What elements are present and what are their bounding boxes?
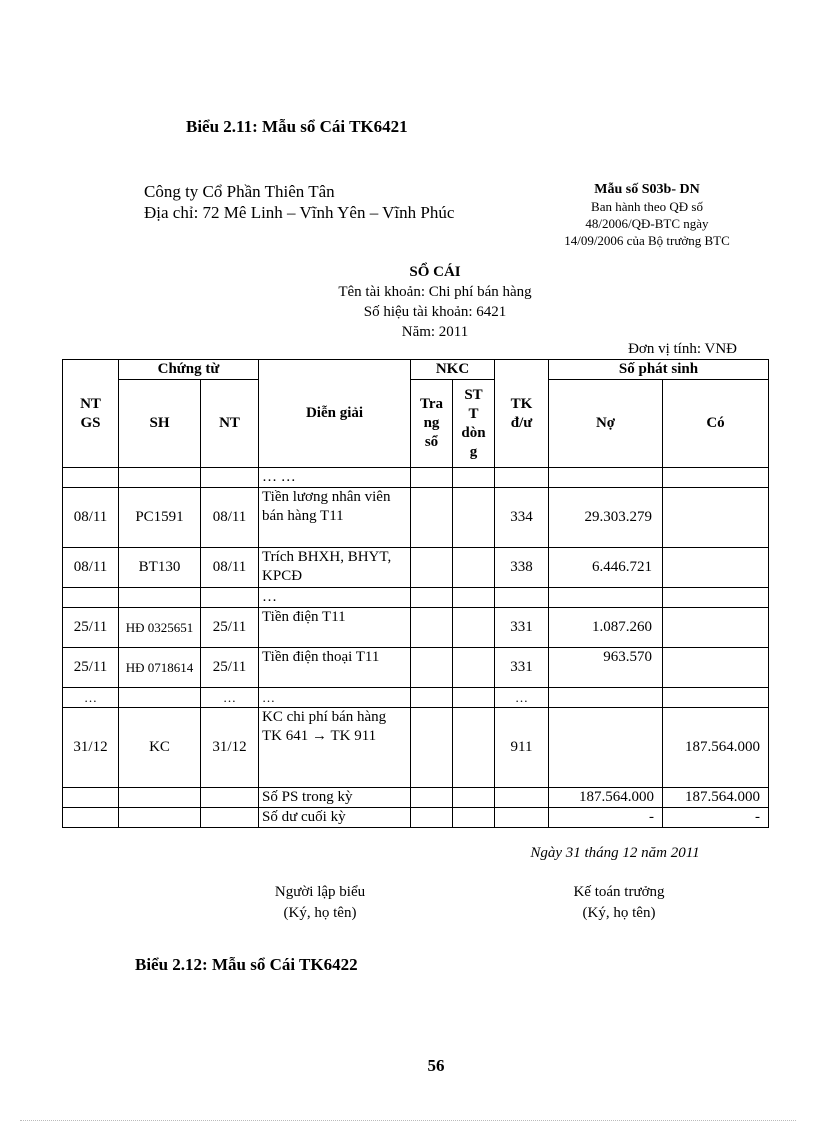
cell-no: 1.087.260 <box>549 608 663 648</box>
cell-ntgs <box>63 468 119 488</box>
table-row <box>63 608 769 648</box>
cell-tk: 331 <box>495 648 549 688</box>
account-name: Tên tài khoản: Chi phí bán hàng <box>338 284 532 300</box>
header-nkc: NKC <box>411 360 495 380</box>
caption-bieu-2-11: Biểu 2.11: Mẫu sổ Cái TK6421 <box>186 117 408 136</box>
cell-co: - <box>663 808 769 828</box>
cell-sh: HĐ 0325651 <box>119 608 201 648</box>
header-nt: NT <box>201 380 259 468</box>
form-info <box>540 181 754 249</box>
header-row-2 <box>63 380 769 468</box>
cell-nt: … <box>201 688 259 708</box>
cell-desc: Trích BHXH, BHYT, KPCĐ <box>259 548 411 588</box>
cell-trang <box>411 688 453 708</box>
cell-trang <box>411 488 453 548</box>
cell-no <box>549 588 663 608</box>
cell-ntgs <box>63 808 119 828</box>
cell-desc: Tiền điện T11 <box>259 608 411 648</box>
header-tk-du: TK đ/ư <box>495 360 549 468</box>
caption-bieu-2-12: Biểu 2.12: Mẫu sổ Cái TK6422 <box>135 955 358 974</box>
cell-sh: HĐ 0718614 <box>119 648 201 688</box>
cell-sh: BT130 <box>119 548 201 588</box>
cell-desc: … <box>259 588 411 608</box>
form-code: Mẫu số S03b- DN <box>594 182 700 197</box>
header-trang-so: Tra ng sổ <box>411 380 453 468</box>
header-co: Có <box>663 380 769 468</box>
cell-no <box>549 688 663 708</box>
cell-stt <box>453 588 495 608</box>
cell-ntgs: 25/11 <box>63 608 119 648</box>
form-line-1: Ban hành theo QĐ số <box>591 199 703 214</box>
form-line-2: 48/2006/QĐ-BTC ngày <box>585 216 709 231</box>
cell-trang <box>411 708 453 788</box>
cell-no: 6.446.721 <box>549 548 663 588</box>
table-row <box>63 488 769 548</box>
cell-no: 963.570 <box>549 648 663 688</box>
cell-nt: 25/11 <box>201 648 259 688</box>
cell-trang <box>411 648 453 688</box>
table-row <box>63 708 769 788</box>
cell-stt <box>453 648 495 688</box>
currency-unit: Đơn vị tính: VNĐ <box>628 341 737 357</box>
table-row <box>63 648 769 688</box>
cell-tk <box>495 808 549 828</box>
cell-trang <box>411 808 453 828</box>
cell-trang <box>411 548 453 588</box>
cell-tk: 334 <box>495 488 549 548</box>
ledger-year: Năm: 2011 <box>401 324 469 340</box>
cell-trang <box>411 608 453 648</box>
page-number: 56 <box>427 1056 445 1075</box>
cell-stt <box>453 708 495 788</box>
header-sh: SH <box>119 380 201 468</box>
cell-co <box>663 588 769 608</box>
cell-co <box>663 608 769 648</box>
signature-date: Ngày 31 tháng 12 năm 2011 <box>530 845 700 861</box>
table-row <box>63 588 769 608</box>
cell-ntgs: 25/11 <box>63 648 119 688</box>
company-address: Địa chỉ: 72 Mê Linh – Vĩnh Yên – Vĩnh Phúc <box>144 203 455 222</box>
table-row-total <box>63 788 769 808</box>
cell-nt <box>201 588 259 608</box>
cell-nt: 08/11 <box>201 488 259 548</box>
company-block <box>144 181 454 223</box>
cell-nt <box>201 468 259 488</box>
cell-sh <box>119 788 201 808</box>
cell-ntgs <box>63 788 119 808</box>
table-row <box>63 688 769 708</box>
ledger-header <box>300 262 570 342</box>
cell-stt <box>453 468 495 488</box>
cell-stt <box>453 808 495 828</box>
company-name: Công ty Cổ Phần Thiên Tân <box>144 182 335 201</box>
cell-desc: KC chi phí bán hàng TK 641 → TK 911 <box>259 708 411 788</box>
cell-sh: KC <box>119 708 201 788</box>
chief-accountant-signature <box>545 882 693 924</box>
preparer-signature <box>250 882 390 924</box>
cell-sh <box>119 588 201 608</box>
cell-sh: PC1591 <box>119 488 201 548</box>
cell-nt: 08/11 <box>201 548 259 588</box>
cell-tk <box>495 588 549 608</box>
header-row-1 <box>63 360 769 380</box>
cell-co <box>663 468 769 488</box>
cell-tk <box>495 468 549 488</box>
cell-tk <box>495 788 549 808</box>
cell-stt <box>453 548 495 588</box>
page-footer-divider <box>20 1120 796 1121</box>
cell-stt <box>453 688 495 708</box>
cell-desc: Tiền điện thoại T11 <box>259 648 411 688</box>
preparer-note: (Ký, họ tên) <box>283 905 357 921</box>
form-line-3: 14/09/2006 của Bộ trưởng BTC <box>564 233 730 248</box>
cell-no: 187.564.000 <box>549 788 663 808</box>
cell-nt: 25/11 <box>201 608 259 648</box>
cell-desc: … … <box>259 468 411 488</box>
cell-sh <box>119 468 201 488</box>
header-ntgs: NT GS <box>63 360 119 468</box>
cell-desc: Tiền lương nhân viên bán hàng T11 <box>259 488 411 548</box>
cell-tk: 331 <box>495 608 549 648</box>
cell-desc: Số dư cuối kỳ <box>259 808 411 828</box>
cell-co <box>663 648 769 688</box>
cell-co <box>663 688 769 708</box>
cell-ntgs: 08/11 <box>63 488 119 548</box>
cell-ntgs: 08/11 <box>63 548 119 588</box>
account-number: Số hiệu tài khoản: 6421 <box>363 304 507 320</box>
cell-no: - <box>549 808 663 828</box>
header-stt-dong: ST T dòn g <box>453 380 495 468</box>
table-row-closing <box>63 808 769 828</box>
cell-nt: 31/12 <box>201 708 259 788</box>
cell-tk: 338 <box>495 548 549 588</box>
header-chung-tu: Chứng từ <box>119 360 259 380</box>
cell-ntgs <box>63 588 119 608</box>
cell-stt <box>453 488 495 548</box>
cell-desc: Số PS trong kỳ <box>259 788 411 808</box>
cell-tk: … <box>495 688 549 708</box>
header-dien-giai: Diễn giải <box>259 360 411 468</box>
cell-stt <box>453 788 495 808</box>
table-row <box>63 468 769 488</box>
cell-desc: … <box>259 688 411 708</box>
cell-co: 187.564.000 <box>663 788 769 808</box>
cell-trang <box>411 468 453 488</box>
cell-sh <box>119 808 201 828</box>
cell-stt <box>453 608 495 648</box>
ledger-title: SỔ CÁI <box>409 264 461 280</box>
header-so-phat-sinh: Số phát sinh <box>549 360 769 380</box>
cell-co <box>663 488 769 548</box>
cell-co: 187.564.000 <box>663 708 769 788</box>
cell-no: 29.303.279 <box>549 488 663 548</box>
cell-tk: 911 <box>495 708 549 788</box>
cell-ntgs: … <box>63 688 119 708</box>
cell-ntgs: 31/12 <box>63 708 119 788</box>
cell-nt <box>201 808 259 828</box>
cell-trang <box>411 588 453 608</box>
ledger-table <box>62 359 769 828</box>
cell-sh <box>119 688 201 708</box>
table-row <box>63 548 769 588</box>
chief-note: (Ký, họ tên) <box>582 905 656 921</box>
cell-co <box>663 548 769 588</box>
chief-title: Kế toán trưởng <box>573 884 665 900</box>
cell-trang <box>411 788 453 808</box>
cell-no <box>549 708 663 788</box>
cell-no <box>549 468 663 488</box>
cell-nt <box>201 788 259 808</box>
preparer-title: Người lập biểu <box>274 884 366 900</box>
header-no: Nợ <box>549 380 663 468</box>
